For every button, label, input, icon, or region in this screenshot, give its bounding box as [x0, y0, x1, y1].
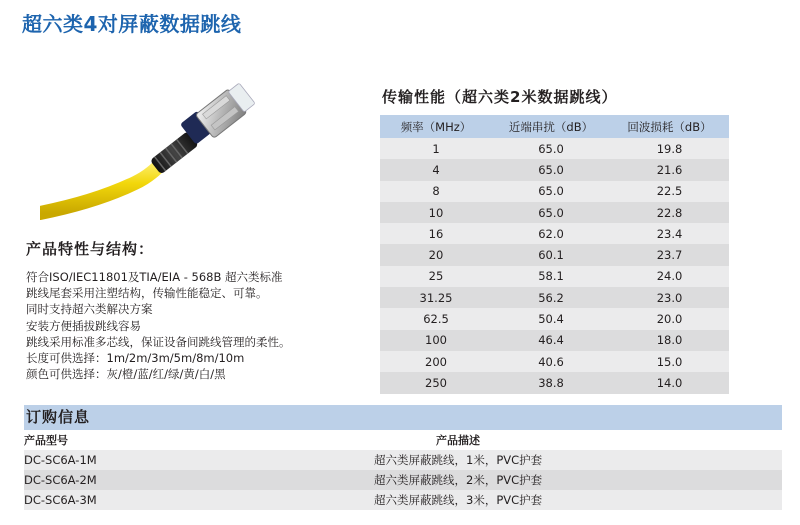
table-cell: 23.4	[610, 223, 729, 244]
patch-cable-image	[40, 55, 300, 225]
table-cell: 14.0	[610, 372, 729, 393]
table-row	[24, 470, 782, 490]
table-cell: 38.8	[492, 372, 610, 393]
table-row	[380, 308, 729, 329]
feature-line: 颜色可供选择：灰/橙/蓝/红/绿/黄/白/黑	[26, 367, 226, 382]
table-cell: 65.0	[492, 138, 610, 159]
table-row	[380, 330, 729, 351]
table-cell: 23.7	[610, 244, 729, 265]
feature-line: 长度可供选择：1m/2m/3m/5m/8m/10m	[26, 351, 245, 366]
description-cell: 超六类屏蔽跳线，3米，PVC护套	[324, 490, 782, 510]
table-row	[380, 181, 729, 202]
order-table	[24, 430, 782, 510]
table-cell: 15.0	[610, 351, 729, 372]
table-cell: 23.0	[610, 287, 729, 308]
column-header-frequency: 频率（MHz）	[380, 115, 492, 138]
table-cell: 46.4	[492, 330, 610, 351]
table-row	[380, 244, 729, 265]
feature-line: 安装方便插拔跳线容易	[26, 318, 141, 333]
table-cell: 60.1	[492, 244, 610, 265]
table-row	[380, 202, 729, 223]
table-cell: 16	[380, 223, 492, 244]
table-cell: 31.25	[380, 287, 492, 308]
order-section	[24, 405, 782, 510]
table-cell: 25	[380, 266, 492, 287]
table-cell: 65.0	[492, 202, 610, 223]
table-header-row	[24, 430, 782, 450]
table-cell: 56.2	[492, 287, 610, 308]
table-cell: 62.5	[380, 308, 492, 329]
table-row	[380, 372, 729, 393]
table-cell: 10	[380, 202, 492, 223]
table-cell: 19.8	[610, 138, 729, 159]
table-cell: 50.4	[492, 308, 610, 329]
table-cell: 24.0	[610, 266, 729, 287]
table-row	[380, 287, 729, 308]
table-row	[380, 266, 729, 287]
table-cell: 22.5	[610, 181, 729, 202]
table-header-row	[380, 115, 729, 138]
table-cell: 200	[380, 351, 492, 372]
column-header-next: 近端串扰（dB）	[492, 115, 610, 138]
table-cell: 8	[380, 181, 492, 202]
performance-title: 传输性能（超六类2米数据跳线）	[382, 88, 618, 106]
table-row	[380, 138, 729, 159]
performance-table	[380, 115, 729, 394]
table-cell: 40.6	[492, 351, 610, 372]
table-cell: 58.1	[492, 266, 610, 287]
features-section	[26, 238, 366, 382]
column-header-return-loss: 回波损耗（dB）	[610, 115, 729, 138]
column-header-description: 产品描述	[436, 434, 480, 447]
table-cell: 21.6	[610, 159, 729, 180]
table-cell: 62.0	[492, 223, 610, 244]
page-title: 超六类4对屏蔽数据跳线	[22, 12, 242, 36]
table-cell: 20	[380, 244, 492, 265]
table-cell: 100	[380, 330, 492, 351]
table-row	[380, 351, 729, 372]
table-cell: 4	[380, 159, 492, 180]
performance-section	[380, 86, 730, 394]
feature-line: 同时支持超六类解决方案	[26, 302, 153, 317]
table-cell: 22.8	[610, 202, 729, 223]
feature-line: 跳线尾套采用注塑结构，传输性能稳定、可靠。	[26, 286, 268, 301]
description-cell: 超六类屏蔽跳线，1米，PVC护套	[324, 450, 782, 470]
order-heading: 订购信息	[24, 405, 782, 430]
table-row	[24, 490, 782, 510]
table-row	[380, 223, 729, 244]
table-cell: 18.0	[610, 330, 729, 351]
column-header-model: 产品型号	[24, 434, 68, 447]
feature-line: 符合ISO/IEC11801及TIA/EIA - 568B 超六类标准	[26, 270, 283, 284]
table-row	[24, 450, 782, 470]
description-cell: 超六类屏蔽跳线，2米，PVC护套	[324, 470, 782, 490]
feature-line: 跳线采用标准多芯线，保证设备间跳线管理的柔性。	[26, 334, 291, 349]
features-heading: 产品特性与结构：	[26, 240, 155, 258]
table-cell: 65.0	[492, 159, 610, 180]
table-cell: 65.0	[492, 181, 610, 202]
model-cell: DC-SC6A-1M	[24, 450, 324, 470]
table-row	[380, 159, 729, 180]
table-cell: 20.0	[610, 308, 729, 329]
table-cell: 250	[380, 372, 492, 393]
table-cell: 1	[380, 138, 492, 159]
model-cell: DC-SC6A-3M	[24, 490, 324, 510]
model-cell: DC-SC6A-2M	[24, 470, 324, 490]
